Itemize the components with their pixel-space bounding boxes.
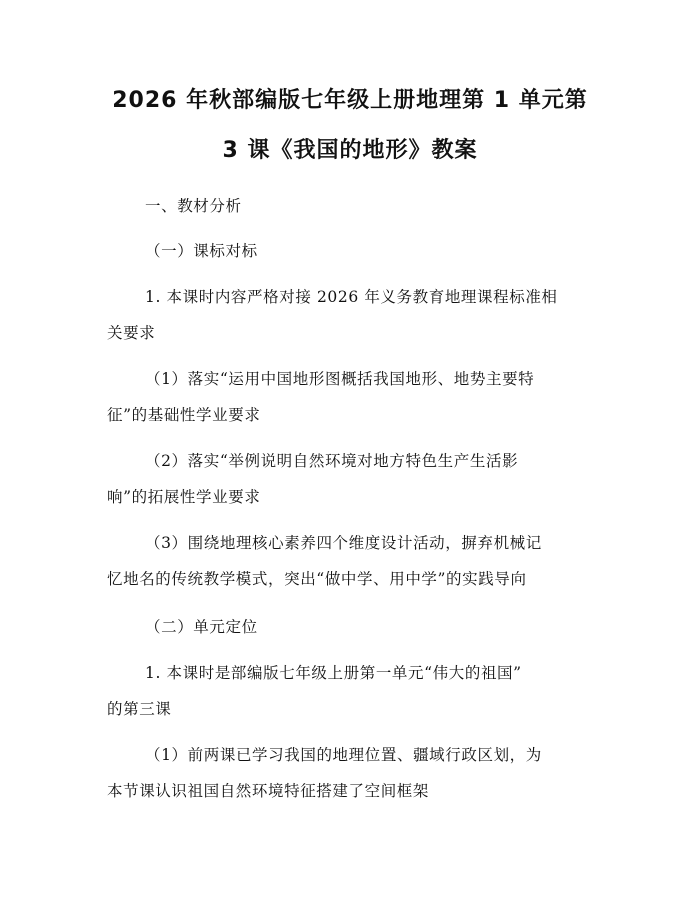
paragraph-line: （一）课标对标	[145, 242, 258, 260]
paragraph-line: （2）落实“举例说明自然环境对地方特色生产生活影	[145, 452, 519, 470]
paragraph-item-1	[107, 279, 597, 351]
subheading-unit-positioning	[145, 609, 635, 645]
paragraph-line: 响”的拓展性学业要求	[107, 488, 261, 506]
section-heading-textbook-analysis	[145, 188, 635, 224]
paragraph-line: 关要求	[107, 324, 156, 342]
paragraph-line: （二）单元定位	[145, 618, 258, 636]
paragraph-line: （1）落实“运用中国地形图概括我国地形、地势主要特	[145, 370, 535, 388]
paragraph-subitem-1	[107, 361, 597, 433]
paragraph-line: （1）前两课已学习我国的地理位置、疆域行政区划，为	[145, 746, 542, 764]
paragraph-line: 征”的基础性学业要求	[107, 406, 261, 424]
paragraph-line: 的第三课	[107, 700, 172, 718]
paragraph-line: 1. 本课时内容严格对接 2026 年义务教育地理课程标准相	[145, 288, 558, 306]
paragraph-line: 一、教材分析	[145, 197, 242, 215]
paragraph-line: 忆地名的传统教学模式，突出“做中学、用中学”的实践导向	[107, 570, 527, 588]
paragraph-subitem-1b	[107, 737, 597, 809]
subheading-curriculum-standards	[145, 233, 635, 269]
paragraph-line: 本节课认识祖国自然环境特征搭建了空间框架	[107, 782, 430, 800]
document-title-line-2: 3 课《我国的地形》教案	[222, 138, 478, 163]
paragraph-subitem-3	[107, 525, 597, 597]
paragraph-subitem-2	[107, 443, 597, 515]
paragraph-line: （3）围绕地理核心素养四个维度设计活动，摒弃机械记	[145, 534, 542, 552]
paragraph-line: 1. 本课时是部编版七年级上册第一单元“伟大的祖国”	[145, 664, 522, 682]
document-title-line-1: 2026 年秋部编版七年级上册地理第 1 单元第	[112, 88, 588, 113]
paragraph-item-1b	[107, 655, 597, 727]
